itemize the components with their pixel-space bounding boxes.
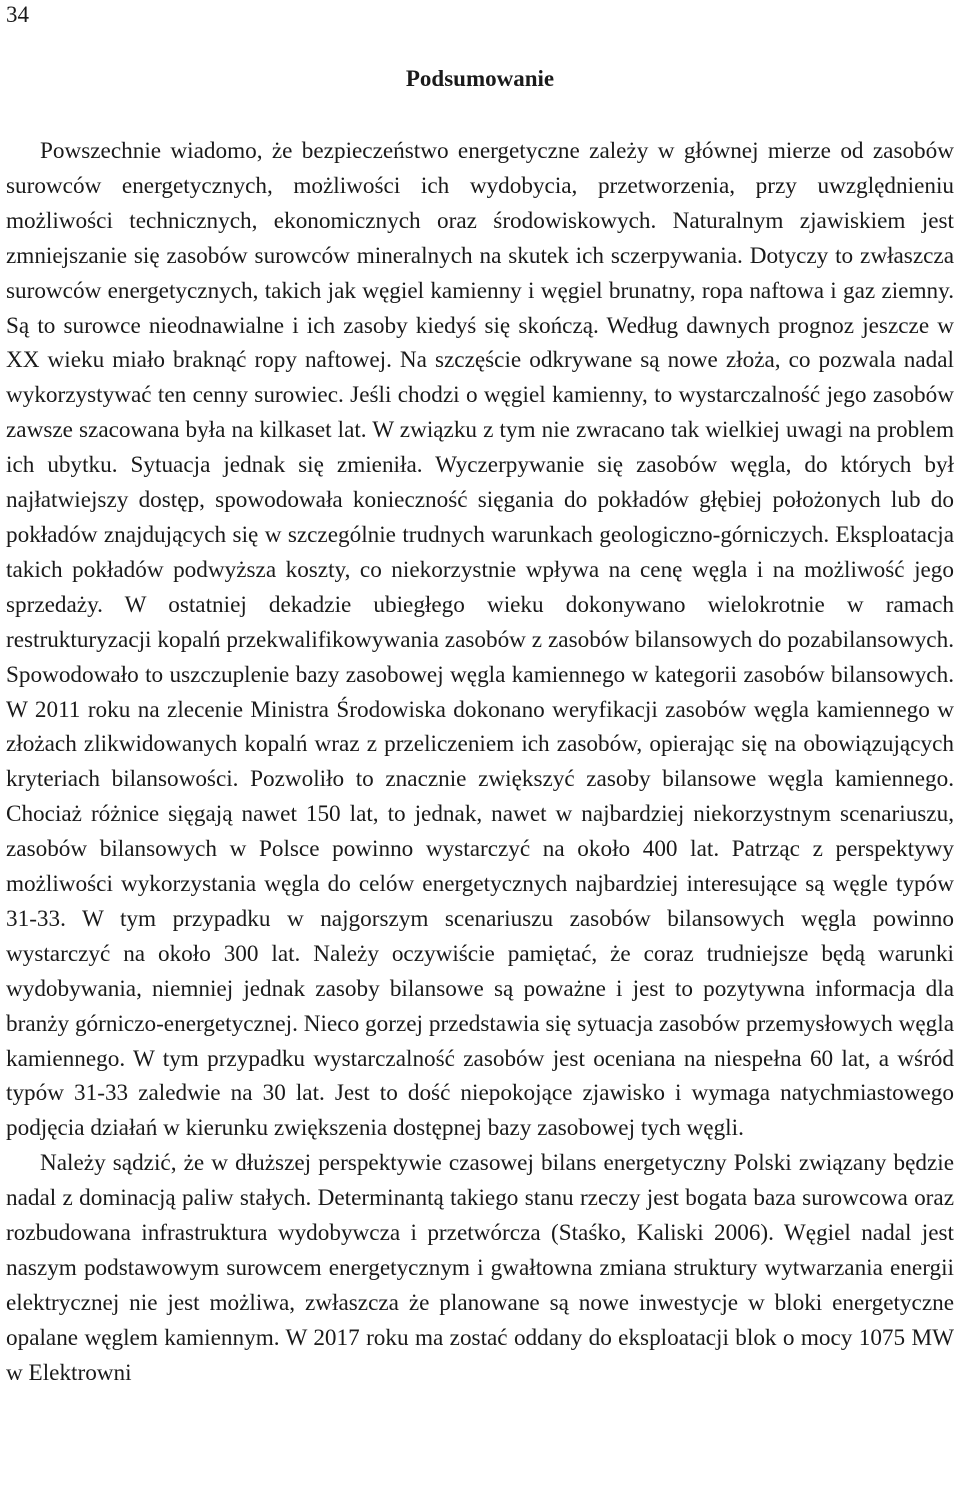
paragraph-1: Powszechnie wiadomo, że bezpieczeństwo energetyczne zależy w głównej mierze od zasobów surowców energetycznych, możliwości ich wydobycia, przetworzenia, przy uwzględnieniu możliwości technicznych, ekonomicznych oraz środowiskowych. Naturalnym zjawiskiem jest zmniejszanie się zasobów surowców mineralnych na skutek ich sczerpywania. Dotyczy to zwłaszcza surowców energetycznych, takich jak węgiel kamienny i węgiel brunatny, ropa naftowa i gaz ziemny. Są to surowce nieodnawialne i ich zasoby kiedyś się skończą. Według dawnych prognoz jeszcze w XX wieku miało braknąć ropy naftowej. Na szczęście odkrywane są nowe złoża, co pozwala nadal wykorzystywać ten cenny surowiec. Jeśli chodzi o węgiel kamienny, to wystarczalność jego zasobów zawsze szacowana była na kilkaset lat. W związku z tym nie zwracano tak wielkiej uwagi na problem ich ubytku. Sytuacja jednak się zmieniła. Wyczerpywanie się zasobów węgla, do których był najłatwiejszy dostęp, spowodowała konieczność sięgania do pokładów głębiej położonych lub do pokładów znajdujących się w szczególnie trudnych warunkach geologiczno-górniczych. Eksploatacja takich pokładów podwyższa koszty, co niekorzystnie wpływa na cenę węgla i na możliwość jego sprzedaży. W ostatniej dekadzie ubiegłego wieku dokonywano wielokrotnie w ramach restrukturyzacji kopalń przekwalifikowywania zasobów z zasobów bilansowych do pozabilansowych. Spowodowało to uszczuplenie bazy zasobowej węgla kamiennego w kategorii zasobów bilansowych. W 2011 roku na zlecenie Ministra Środowiska dokonano weryfikacji zasobów węgla kamiennego w złożach zlikwidowanych kopalń wraz z przeliczeniem ich zasobów, opierając się na obowiązujących kryteriach bilansowości. Pozwoliło to znacznie zwiększyć zasoby bilansowe węgla kamiennego. Chociaż różnice sięgają nawet 150 lat, to jednak, nawet w najbardziej niekorzystnym scenariuszu, zasobów bilansowych w Polsce powinno wystarczyć na około 400 lat. Patrząc z perspektywy możliwości wykorzystania węgla do celów energetycznych najbardziej interesujące są węgle typów 31-33. W tym przypadku w najgorszym scenariuszu zasobów bilansowych węgla powinno wystarczyć na około 300 lat. Należy oczywiście pamiętać, że coraz trudniejsze będą warunki wydobywania, niemniej jednak zasoby bilansowe są poważne i jest to pozytywna informacja dla branży górniczo-energetycznej. Nieco gorzej przedstawia się sytuacja zasobów przemysłowych węgla kamiennego. W tym przypadku wystarczalność zasobów jest oceniana na niespełna 60 lat, a wśród typów 31-33 zaledwie na 30 lat. Jest to dość niepokojące zjawisko i wymaga natychmiastowego podjęcia działań w kierunku zwiększenia dostępnej bazy zasobowej tych węgli. (6, 138, 954, 1142)
section-title: Podsumowanie (405, 66, 555, 91)
paragraph-2: Należy sądzić, że w dłuższej perspektywie czasowej bilans energetyczny Polski związany będzie nadal z dominacją paliw stałych. Determinantą takiego stanu rzeczy jest bogata baza surowcowa oraz rozbudowana infrastruktura wydobywcza i przetwórcza (Staśko, Kaliski 2006). Węgiel nadal jest naszym podstawowym surowcem energetycznym i gwałtowna zmiana struktury wytwarzania energii elektrycznej nie jest możliwa, zwłaszcza że planowane są nowe inwestycje w bloki energetyczne opalane węglem kamiennym. W 2017 roku ma zostać oddany do eksploatacji blok o mocy 1075 MW w Elektrowni (6, 1150, 954, 1386)
body-text (6, 134, 954, 1391)
page-number: 34 (6, 2, 29, 27)
